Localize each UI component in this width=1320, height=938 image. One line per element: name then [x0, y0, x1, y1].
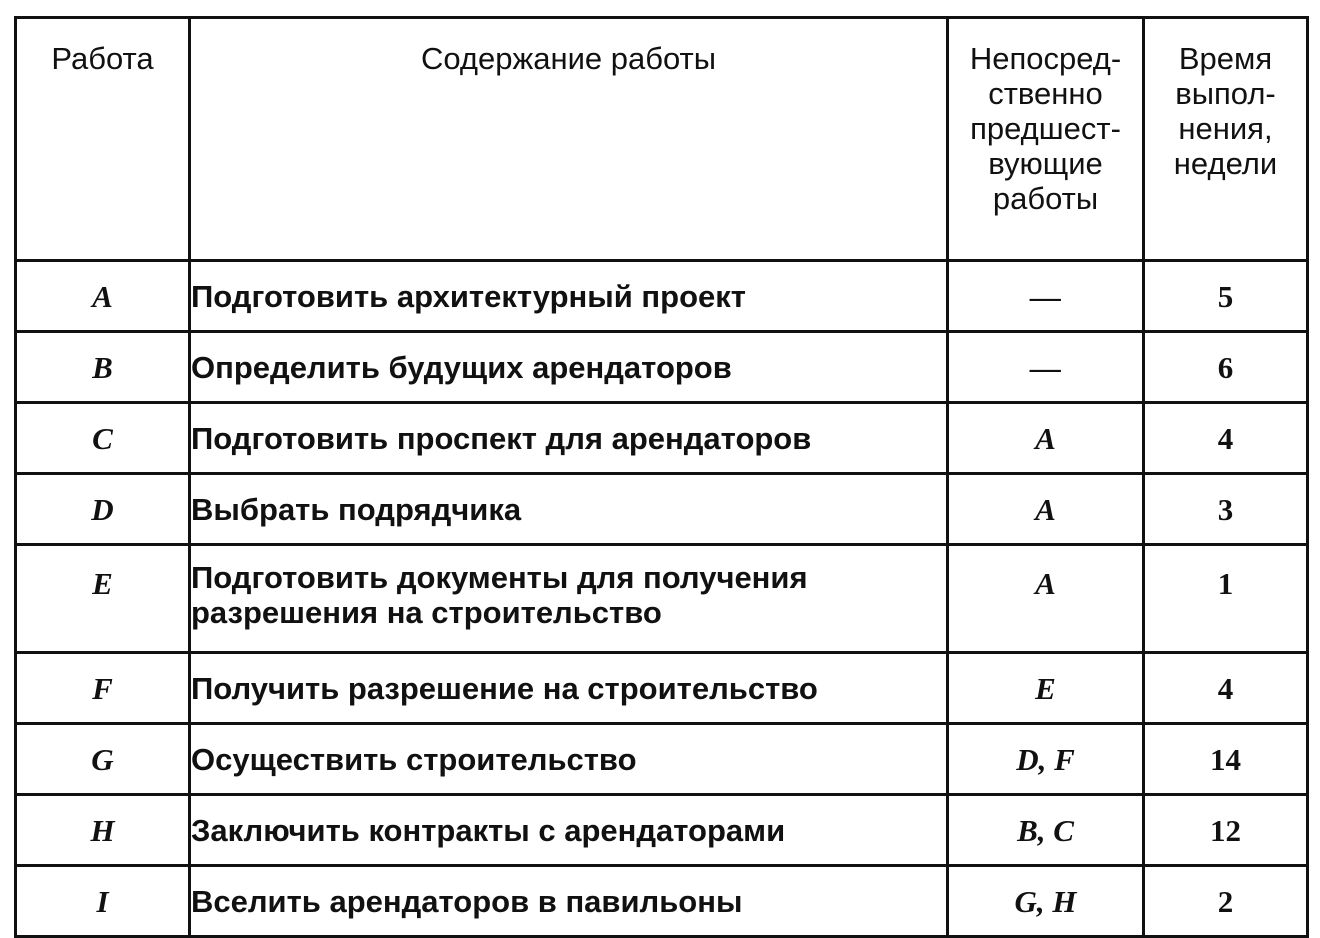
- work-schedule-table: [14, 16, 1309, 938]
- cell-predecessors: A: [948, 545, 1144, 653]
- cell-description: Выбрать подрядчика: [190, 474, 948, 545]
- cell-description: Подготовить документы для получения разрешения на строительство: [190, 545, 948, 653]
- header-content: Содержание работы: [190, 18, 948, 261]
- cell-description: Подготовить архитектурный проект: [190, 261, 948, 332]
- cell-predecessors: B, C: [948, 795, 1144, 866]
- cell-id: A: [16, 261, 190, 332]
- cell-predecessors: —: [948, 332, 1144, 403]
- header-row: [16, 18, 1308, 261]
- cell-duration: 14: [1144, 724, 1308, 795]
- cell-predecessors: E: [948, 653, 1144, 724]
- cell-description: Получить разрешение на строительство: [190, 653, 948, 724]
- cell-duration: 6: [1144, 332, 1308, 403]
- header-predecessors: Непосред- ственно предшест- вующие работы: [948, 18, 1144, 261]
- cell-predecessors: G, H: [948, 866, 1144, 937]
- cell-description: Заключить контракты с арендаторами: [190, 795, 948, 866]
- cell-predecessors: —: [948, 261, 1144, 332]
- cell-id: H: [16, 795, 190, 866]
- cell-id: G: [16, 724, 190, 795]
- cell-id: E: [16, 545, 190, 653]
- cell-description: Вселить арендаторов в павильоны: [190, 866, 948, 937]
- cell-id: F: [16, 653, 190, 724]
- cell-description: Подготовить проспект для арендаторов: [190, 403, 948, 474]
- table-row: [16, 866, 1308, 937]
- cell-id: B: [16, 332, 190, 403]
- table-row: [16, 332, 1308, 403]
- table-row: [16, 545, 1308, 653]
- cell-duration: 4: [1144, 403, 1308, 474]
- table-row: [16, 474, 1308, 545]
- cell-predecessors: A: [948, 403, 1144, 474]
- cell-duration: 5: [1144, 261, 1308, 332]
- cell-duration: 3: [1144, 474, 1308, 545]
- cell-description: Определить будущих арендаторов: [190, 332, 948, 403]
- table-row: [16, 653, 1308, 724]
- cell-duration: 12: [1144, 795, 1308, 866]
- cell-id: C: [16, 403, 190, 474]
- cell-duration: 1: [1144, 545, 1308, 653]
- header-id: Работа: [16, 18, 190, 261]
- table-row: [16, 261, 1308, 332]
- cell-id: I: [16, 866, 190, 937]
- cell-predecessors: A: [948, 474, 1144, 545]
- cell-id: D: [16, 474, 190, 545]
- table-row: [16, 724, 1308, 795]
- table-row: [16, 795, 1308, 866]
- header-duration: Время выпол- нения, недели: [1144, 18, 1308, 261]
- table-row: [16, 403, 1308, 474]
- cell-duration: 4: [1144, 653, 1308, 724]
- cell-duration: 2: [1144, 866, 1308, 937]
- cell-predecessors: D, F: [948, 724, 1144, 795]
- cell-description: Осуществить строительство: [190, 724, 948, 795]
